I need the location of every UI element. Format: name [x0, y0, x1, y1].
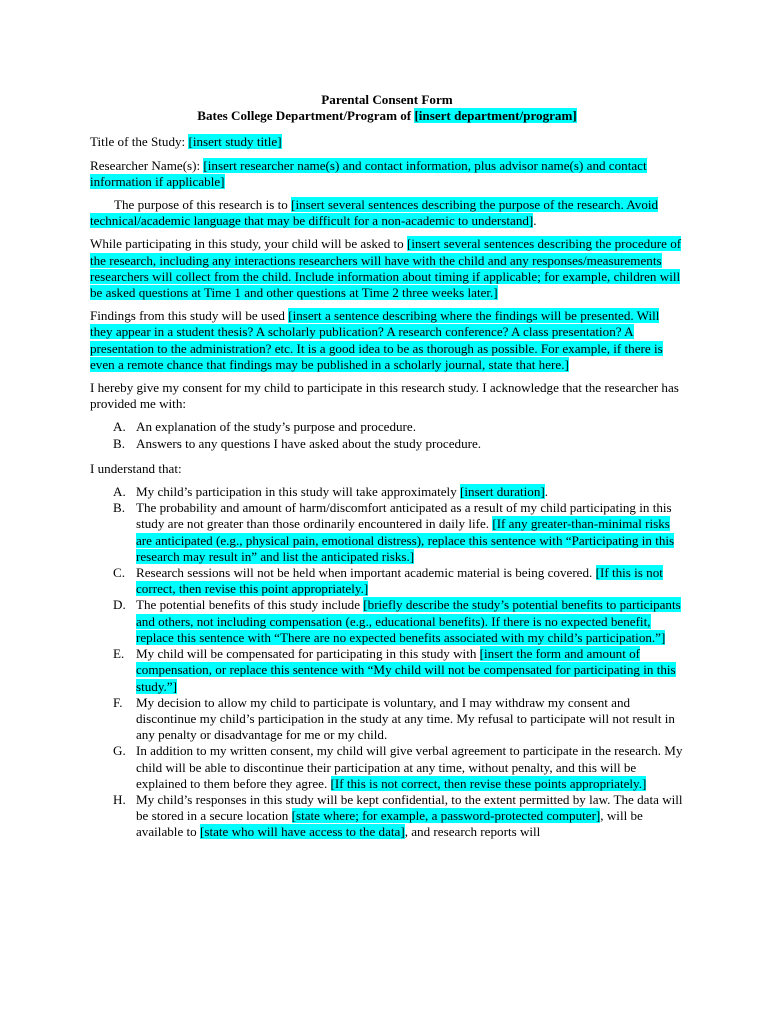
- list-item: [113, 565, 684, 597]
- list-item: [113, 791, 684, 841]
- form-title: Parental Consent Form: [321, 92, 453, 107]
- list-marker: H.: [113, 791, 126, 807]
- list-item-text: Answers to any questions I have asked about the study procedure.: [136, 435, 482, 451]
- list-item: [113, 435, 684, 452]
- researcher-label: Researcher Name(s):: [90, 157, 204, 173]
- storage-placeholder: [state where; for example, a password-protected computer]: [291, 808, 601, 824]
- purpose-paragraph: [90, 197, 684, 229]
- list-item-text: The probability and amount of harm/discomfort anticipated as a result of my child participating in this study are not greater than those ordinarily encountered in daily life.: [136, 500, 672, 532]
- procedure-placeholder: [insert several sentences describing the procedure of the research, including any interactions researchers will have with the child and any responses/measurements researchers will collect from the child. Include information about timing if applicable; for example, children will be asked questions at Time 1 and other questions at Time 2 three weeks later.]: [90, 236, 682, 301]
- list-item-text: My child will be compensated for participating in this study with: [136, 646, 480, 662]
- list-item-text: My decision to allow my child to participate is voluntary, and I may withdraw my consent and discontinue my child’s participation in the study at any time. My refusal to participate will not result in any penalty or disadvantage for me or my child.: [136, 694, 675, 743]
- list-item-text: My child’s participation in this study will take approximately: [136, 484, 461, 500]
- benefits-placeholder: [briefly describe the study’s potential benefits to participants and others, not including compensation (e.g., educational benefits). If there is no expected benefit, replace this sentence with “There are no expected benefits associated with my child’s participation.”]: [136, 597, 681, 645]
- list-marker: F.: [113, 694, 123, 710]
- list-item: [113, 646, 684, 695]
- list-item: [113, 500, 684, 565]
- list-item-suffix: .: [544, 484, 549, 500]
- department-placeholder: [insert department/program]: [414, 108, 577, 124]
- procedure-paragraph: [90, 236, 684, 301]
- list-item-text: In addition to my written consent, my child will give verbal agreement to participate in the research. My child will be able to discontinue their participation at any time, without penalty, and this will be explained to them before they agree.: [136, 743, 683, 791]
- procedure-prefix: While participating in this study, your child will be asked to: [90, 236, 407, 252]
- study-title-placeholder: [insert study title]: [188, 134, 282, 150]
- findings-placeholder: [insert a sentence describing where the findings will be presented. Will they appear in a student thesis? A scholarly publication? A research conference? A class presentation? A presentation to the administration? etc. It is a good idea to be as thorough as possible. For example, if there is even a remote chance that findings may be published in a scholarly journal, state that here.]: [90, 308, 663, 372]
- risks-placeholder: [If any greater-than-minimal risks are anticipated (e.g., physical pain, emotional distress), replace this sentence with “Participating in this research may result in” and list the anticipated risks.]: [136, 516, 675, 564]
- list-item: [113, 484, 684, 500]
- list-item: [113, 743, 684, 792]
- understand-heading: I understand that:: [90, 460, 182, 476]
- list-marker: A.: [113, 484, 126, 500]
- subtitle-prefix: Bates College Department/Program of: [197, 108, 415, 124]
- list-item-text: My child’s responses in this study will be kept confidential, to the extent permitted by law. The data will be stored in a secure location: [136, 791, 683, 824]
- researcher-placeholder: [insert researcher name(s) and contact information, plus advisor name(s) and contact information if applicable]: [90, 157, 647, 189]
- findings-prefix: Findings from this study will be used: [90, 308, 289, 324]
- findings-paragraph: [90, 308, 684, 373]
- duration-placeholder: [insert duration]: [460, 484, 545, 500]
- consent-statement: I hereby give my consent for my child to participate in this research study. I acknowledge that the researcher has provided me with:: [90, 380, 679, 412]
- compensation-placeholder: [insert the form and amount of compensation, or replace this sentence with “My child will not be compensated for participating in this study.”]: [136, 646, 676, 694]
- list-marker: B.: [113, 500, 126, 516]
- consent-list: [90, 419, 684, 451]
- list-marker: E.: [113, 646, 125, 662]
- list-marker: G.: [113, 743, 126, 759]
- sessions-placeholder: [If this is not correct, then revise this point appropriately.]: [136, 565, 663, 597]
- researcher-line: [90, 158, 684, 190]
- purpose-prefix: The purpose of this research is to: [114, 197, 292, 213]
- purpose-placeholder: [insert several sentences describing the purpose of the research. Avoid technical/academic language that may be difficult for a non-academic to understand]: [90, 197, 659, 229]
- list-marker: D.: [113, 597, 126, 613]
- list-item: [113, 694, 684, 744]
- list-item-text: An explanation of the study’s purpose and procedure.: [136, 419, 416, 435]
- access-placeholder: [state who will have access to the data]: [200, 824, 405, 840]
- list-item-text: The potential benefits of this study include: [136, 597, 364, 613]
- list-item-suffix: , and research reports will: [404, 824, 541, 840]
- list-item: [113, 419, 684, 435]
- list-item: [113, 597, 684, 646]
- verbal-agreement-placeholder: [If this is not correct, then revise these points appropriately.]: [330, 775, 647, 791]
- understand-list: [90, 484, 684, 840]
- list-marker: A.: [113, 419, 126, 435]
- list-marker: B.: [113, 435, 126, 451]
- study-title-label: Title of the Study:: [90, 134, 189, 150]
- list-item-text: Research sessions will not be held when important academic material is being covered.: [136, 565, 596, 581]
- list-item-mid: , will be available to: [136, 808, 643, 840]
- form-subtitle: [90, 108, 684, 124]
- purpose-suffix: .: [533, 213, 537, 229]
- study-title-line: [90, 134, 684, 150]
- list-marker: C.: [113, 565, 126, 581]
